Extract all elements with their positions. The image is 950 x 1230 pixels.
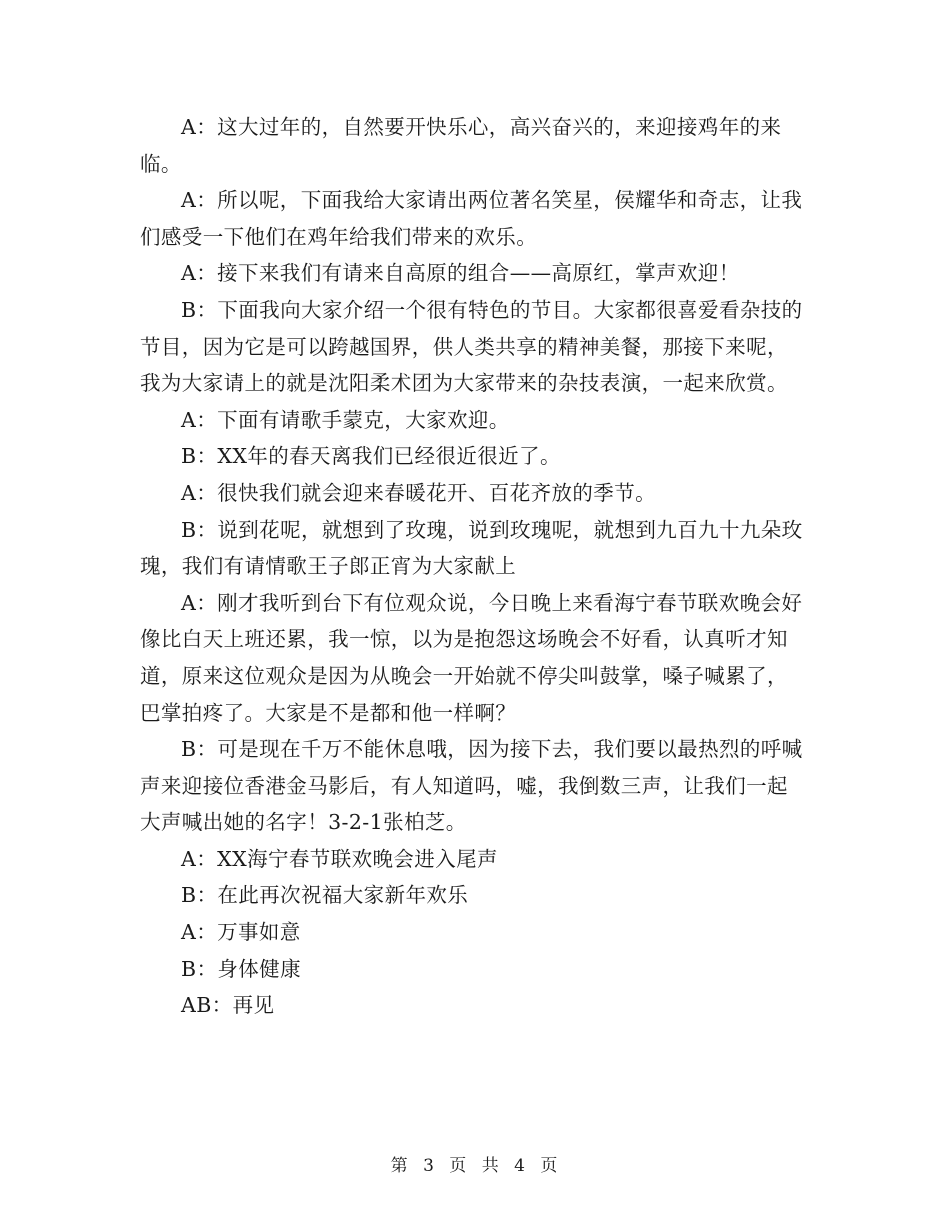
- paragraph: B：在此再次祝福大家新年欢乐: [181, 883, 469, 908]
- paragraph: A：XX海宁春节联欢晚会进入尾声: [181, 846, 498, 871]
- document-body: [140, 109, 808, 1024]
- paragraph: B：下面我向大家介绍一个很有特色的节目。大家都很喜爱看杂技的节目，因为它是可以跨越国界，供人类共享的精神美餐，那接下来呢，我为大家请上的就是沈阳柔术团为大家带来的杂技表演，一起来欣赏。: [140, 297, 803, 396]
- paragraph: A：很快我们就会迎来春暖花开、百花齐放的季节。: [181, 480, 657, 505]
- paragraph: B：身体健康: [181, 956, 301, 981]
- paragraph: A：所以呢，下面我给大家请出两位著名笑星，侯耀华和奇志，让我们感受一下他们在鸡年给我们带来的欢乐。: [140, 188, 803, 249]
- paragraph: A：万事如意: [181, 920, 301, 945]
- paragraph: A：刚才我听到台下有位观众说，今日晚上来看海宁春节联欢晚会好像比白天上班还累，我一惊，以为是抱怨这场晚会不好看，认真听才知道，原来这位观众是因为从晚会一开始就不停尖叫鼓掌，嗓子喊累了，巴掌拍疼了。大家是不是都和他一样啊？: [140, 590, 803, 725]
- paragraph: A：这大过年的，自然要开快乐心，高兴奋兴的，来迎接鸡年的来临。: [140, 115, 782, 176]
- paragraph: AB：再见: [181, 993, 275, 1018]
- paragraph: A：接下来我们有请来自高原的组合——高原红，掌声欢迎！: [181, 261, 740, 286]
- paragraph: B：XX年的春天离我们已经很近很近了。: [181, 444, 561, 469]
- paragraph: A：下面有请歌手蒙克，大家欢迎。: [181, 407, 510, 432]
- paragraph: B：说到花呢，就想到了玫瑰，说到玫瑰呢，就想到九百九十九朵玫瑰，我们有请情歌王子郎正宵为大家献上: [140, 517, 803, 579]
- paragraph: B：可是现在千万不能休息哦，因为接下去，我们要以最热烈的呼喊声来迎接位香港金马影后，有人知道吗，嘘，我倒数三声，让我们一起大声喊出她的名字！3-2-1张柏芝。: [140, 737, 803, 835]
- page-number-footer: 第 3 页 共 4 页: [390, 1156, 560, 1176]
